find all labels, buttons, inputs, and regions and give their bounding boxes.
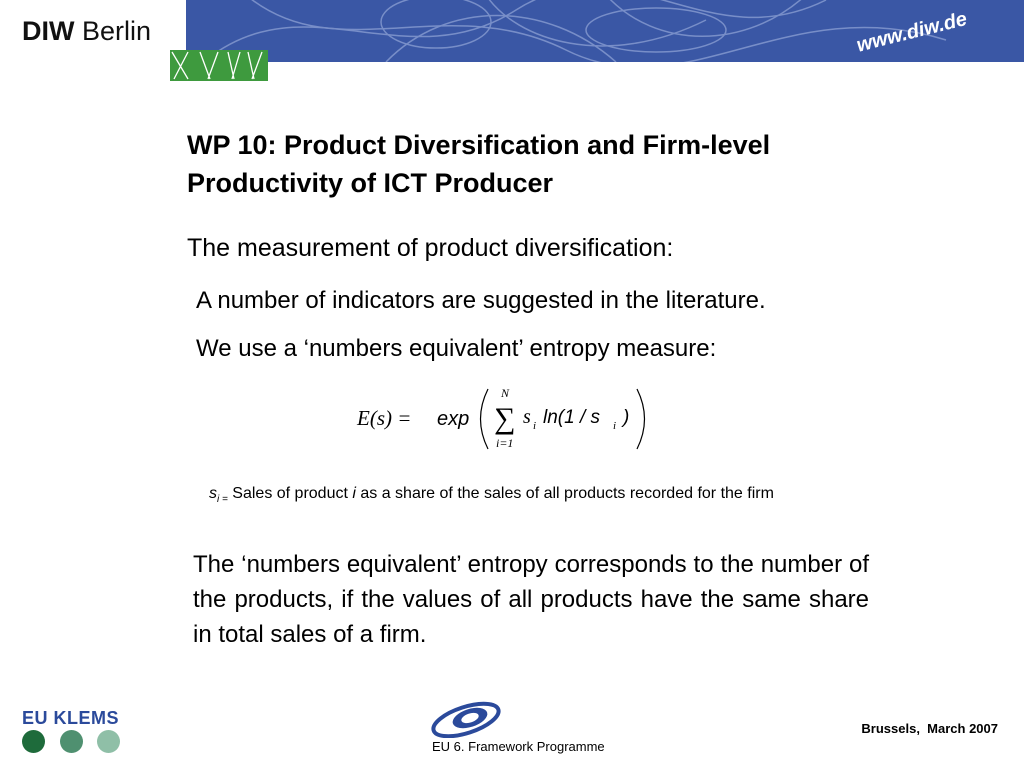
slide-title: WP 10: Product Diversification and Firm-level Productivity of ICT Producer <box>187 130 771 198</box>
diw-berlin-logo: DIW Berlin <box>22 16 152 46</box>
eu-klems-dot-medium <box>60 730 83 753</box>
bullet-indicators: A number of indicators are suggested in the literature. <box>196 287 766 314</box>
header-banner <box>186 0 1024 62</box>
formula-lhs: E(s) = <box>357 406 412 430</box>
formula-log-close: ) <box>623 407 630 428</box>
green-strip-lines <box>170 50 268 81</box>
framework-programme-label: EU 6. Framework Programme <box>432 739 605 754</box>
website-url: www.diw.de <box>854 8 970 57</box>
footer-date: Brussels, March 2007 <box>861 721 998 736</box>
eu-klems-dot-light <box>97 730 120 753</box>
green-strip-decoration <box>170 50 268 81</box>
entropy-formula <box>355 383 655 455</box>
formula-log-sub: i <box>613 420 617 432</box>
slide-subheading: The measurement of product diversification: <box>187 234 674 262</box>
sum-lower-limit: i=1 <box>496 436 514 450</box>
formula-exp: exp <box>437 408 470 430</box>
formula-right-paren <box>637 389 645 449</box>
sum-sign: ∑ <box>494 402 516 435</box>
sum-upper-limit: N <box>501 386 510 400</box>
explanation-paragraph: The ‘numbers equivalent’ entropy corresponds to the number of the products, if the values of all products have the same share in total sales of a firm. <box>193 551 869 648</box>
eu-klems-dot-dark <box>22 730 45 753</box>
fp6-logo-icon <box>430 698 502 738</box>
formula-term: s <box>523 406 531 428</box>
bullet-entropy-measure: We use a ‘numbers equivalent’ entropy measure: <box>196 335 717 362</box>
formula-log: ln(1 / s <box>543 407 601 428</box>
formula-left-paren <box>481 389 489 449</box>
eu-klems-logo: EU KLEMS <box>22 708 120 728</box>
variable-definition: $s_{i =}$ Sales of product i as a share of the sales of all products recorded for the firm <box>209 485 774 506</box>
formula-term-sub: i <box>533 420 537 432</box>
